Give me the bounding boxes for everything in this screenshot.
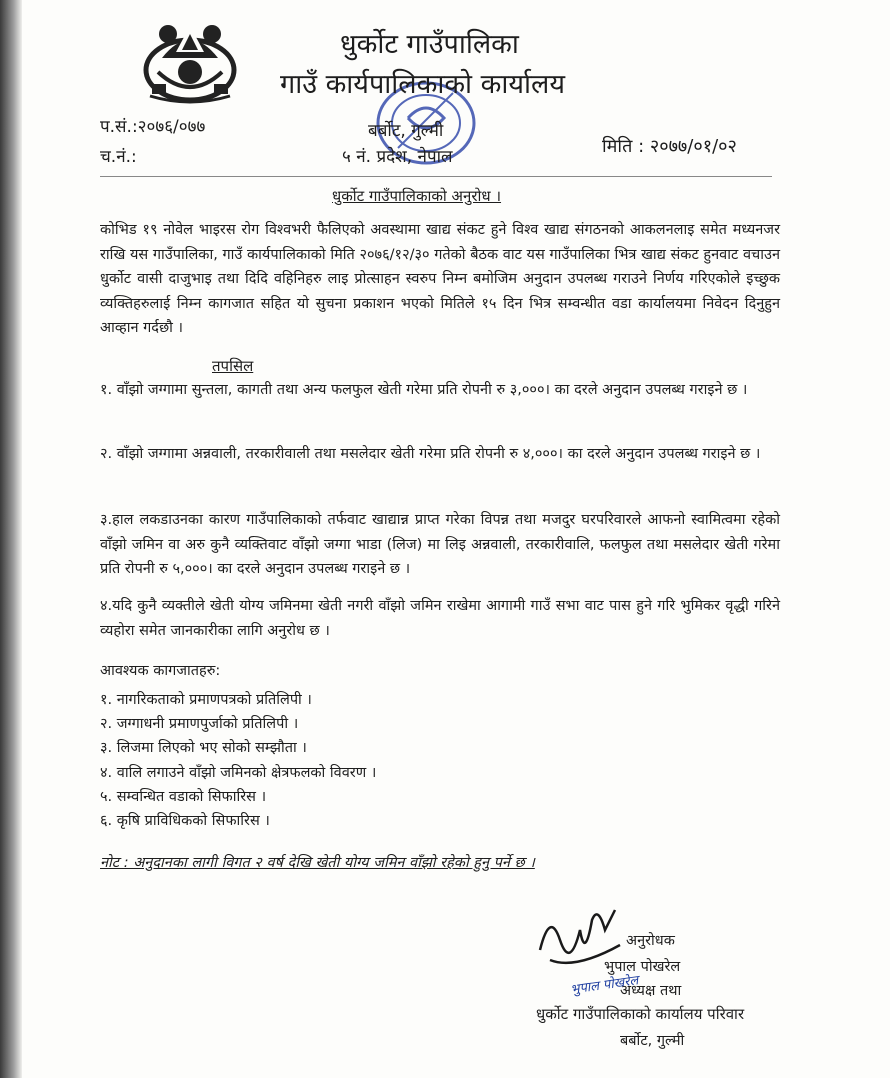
point-3: ३.हाल लकडाउनका कारण गाउँपालिकाको तर्फवाट खाद्यान्न प्राप्त गरेका विपन्न तथा मजदुर घरपरिवारले आफनो स्वामित्वमा रहेको वाँझो जमिन वा अरु कुनै व्यक्तिवाट वाँझो जग्गा भाडा (लिज) मा लिइ अन्नवाली, तरकारीवालि, फलफुल तथा मसलेदार खेती गरेमा प्रति रोपनी रु ५,०००। का दरले अनुदान उपलब्ध गराइने छ । [100,512,780,577]
scan-edge-shadow [0,0,22,1078]
documents-heading: आवश्यक कागजातहरु: [100,663,221,679]
letter-date: मिति : २०७७/०१/०२ [602,136,737,157]
signature-label: अनुरोधक [626,933,675,949]
point-1: १. वाँझो जग्गामा सुन्तला, कागती तथा अन्य फलफुल खेती गरेमा प्रति रोपनी रु ३,०००। का दरले अनुदान उपलब्ध गराइने छ । [100,382,748,398]
signatory-organization: धुर्कोट गाउँपालिकाको कार्यालय परिवार [536,1005,745,1023]
note: नोट : अनुदानका लागी विगत २ वर्ष देखि खेती योग्य जमिन वाँझो रहेको हुनु पर्ने छ । [100,855,535,871]
list-item: ४. वालि लगाउने वाँझो जमिनको क्षेत्रफलको विवरण । [100,764,377,781]
list-item: २. जग्गाधनी प्रमाणपुर्जाको प्रतिलिपी । [100,716,299,733]
list-item: ६. कृषि प्राविधिकको सिफारिस । [100,813,270,830]
signatory-title: अध्यक्ष तथा [620,983,682,999]
point-2: २. वाँझो जग्गामा अन्नवाली, तरकारीवाली तथा मसलेदार खेती गरेमा प्रति रोपनी रु ४,०००। का दरले अनुदान उपलब्ध गराइने छ । [100,446,761,462]
point-4: ४.यदि कुनै व्यक्तीले खेती योग्य जमिनमा खेती नगरी वाँझो जमिन राखेमा आगामी गाउँ सभा वाट पास हुने गरि भुमिकर वृद्धी गरिने व्यहोरा समेत जानकारीका लागि अनुरोध छ । [100,598,780,639]
office-name: धुर्कोट गाउँपालिका [340,29,519,60]
list-item: ५. सम्वन्धित वडाको सिफारिस । [100,788,267,805]
list-item: ३. लिजमा लिएको भए सोको सम्झौता । [100,740,307,757]
nepal-emblem-icon [140,12,240,104]
dispatch-number: च.नं.: [100,147,137,167]
signatory-name: भुपाल पोखरेल [604,959,681,975]
intro-paragraph: कोभिड १९ नोवेल भाइरस रोग विश्वभरी फैलिएको अवस्थामा खाद्य संकट हुने विश्व खाद्य संगठनको आकलनलाइ समेत मध्यनजर राखि यस गाउँपालिका, गाउँ कार्यपालिकाको मिति २०७६/१२/३० गतेको बैठक वाट यस गाउँपालिका भित्र खाद्य संकट हुनवाट वचाउन धुर्कोट वासी दाजुभाइ तथा दिदि वहिनिहरु लाइ प्रोत्साहन स्वरुप निम्न बमोजिम अनुदान उपलब्ध गराउने निर्णय गरिएकोले इच्छुक व्यक्तिहरुलाई निम्न कागजात सहित यो सुचना प्रकाशन भएको मितिले १५ दिन भित्र सम्वन्धीत वडा कार्यालयमा निवेदन दिनुहुन आव्हान गर्दछौ । [100,222,780,336]
signatory-place: बर्बोट, गुल्मी [620,1033,685,1049]
details-heading: तपसिल [212,357,254,375]
office-province: ५ नं. प्रदेश, नेपाल [342,147,453,167]
handwritten-name: भुपाल पोखरेल [569,973,640,998]
reference-number: प.सं.:२०७६/०७७ [100,117,206,137]
list-item: १. नागरिकताको प्रमाणपत्रको प्रतिलिपी । [100,692,312,708]
documents-list [100,688,376,833]
letter-subject: धुर्कोट गाउँपालिकाको अनुरोध । [332,187,502,205]
office-location: बर्बोट, गुल्मी [368,121,444,141]
header-divider [100,176,772,177]
office-subtitle: गाउँ कार्यपालिकाको कार्यालय [280,69,565,100]
